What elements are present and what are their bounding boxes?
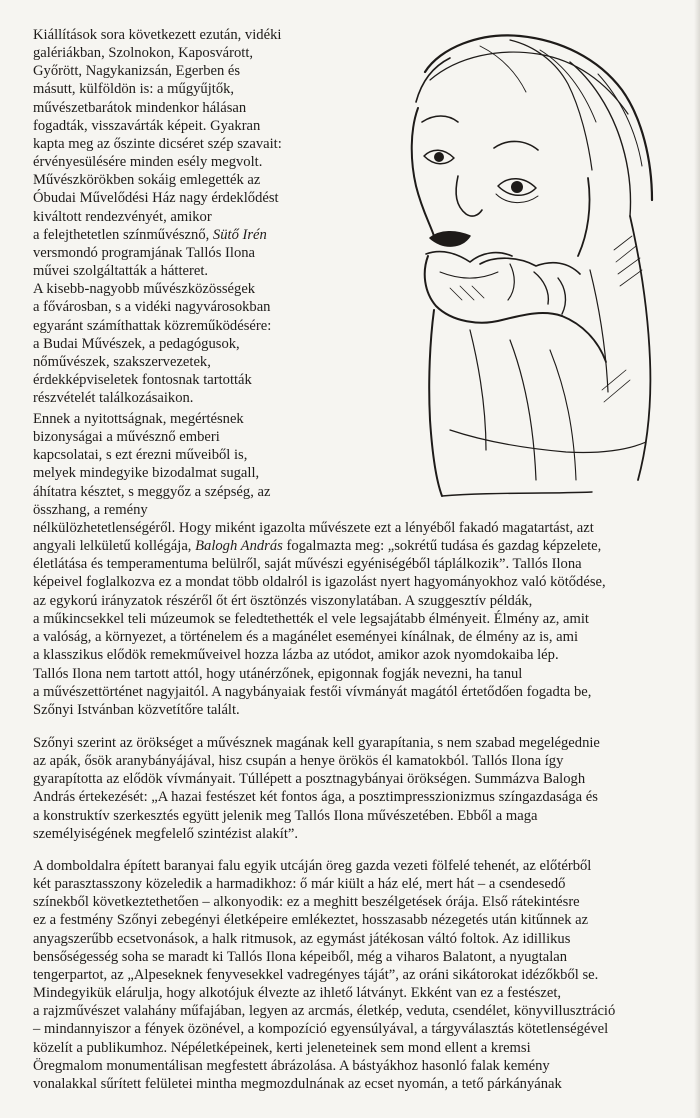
text-line: áhítatra késztet, s meggyőz a szépség, az bbox=[33, 483, 271, 500]
text-line: két parasztasszony közeledik a harmadikhoz: ő már kiült a ház elé, mert hát – a csendesedő bbox=[33, 876, 566, 893]
paragraph-1 bbox=[33, 26, 298, 407]
text-line: Kiállítások sora következett ezután, vidéki bbox=[33, 27, 282, 43]
text-line: művészetbarátok mindenkor hálásan bbox=[33, 99, 247, 116]
text-line: bizonyságai a művésznő emberi bbox=[33, 429, 220, 446]
text-line: Óbudai Művelődési Ház nagy érdeklődést bbox=[33, 190, 279, 207]
text-line: versmondó programjának Tallós Ilona bbox=[33, 244, 256, 261]
text-line: érdekképviseletek fontosnak tartották bbox=[33, 371, 252, 388]
text-line: egyaránt számíthattak közreműködésére: bbox=[33, 317, 272, 334]
text-line: Mindegyikük elárulja, hogy alkotójuk élvezte az ihlető látványt. Ekként van ez a festészet, bbox=[33, 985, 562, 1002]
text-line: összhang, a remény bbox=[33, 501, 148, 518]
text-line: személyiségének megfelelő szintézist alakít”. bbox=[33, 825, 299, 842]
text-line: Szőnyi szerint az örökséget a művésznek magának kell gyarapítania, s nem szabad megelégednie bbox=[33, 735, 600, 751]
text-line: a műkincsekkel teli múzeumok se feledtethették el vele legsajátabb élményeit. Élmény az, amit bbox=[33, 610, 589, 627]
paragraph-3 bbox=[33, 665, 673, 719]
text-line: az apák, ősök aranybányájával, hisz csupán a henye örökös él kamatokból. Tallós Ilona így bbox=[33, 753, 564, 770]
text-line: Tallós Ilona nem tartott attól, hogy utánérzőnek, epigonnak fogják nevezni, ha tanul bbox=[33, 666, 523, 682]
text-line: András értekezését: „A hazai festészet két fontos ága, a posztimpresszionizmus színgazdasága és bbox=[33, 789, 598, 806]
paragraph-4 bbox=[33, 734, 673, 843]
text-line: közelít a publikumhoz. Népéletképeinek, kerti jeleneteinek sem mond ellent a kremsi bbox=[33, 1039, 531, 1056]
text-segment: fogalmazta meg: „sokrétű tudása és gazdag képzelete, bbox=[282, 538, 602, 555]
text-line: a konstruktív szerkesztés együtt jelenik meg Tallós Ilona művészetében. Ebből a maga bbox=[33, 807, 538, 824]
text-line: kiváltott rendezvényét, amikor bbox=[33, 208, 212, 225]
text-line: színekből következtethetően – alkonyodik: ez a meghitt beszélgetések órája. Első rátekintésre bbox=[33, 894, 580, 911]
text-line: másutt, külföldön is: a műgyűjtők, bbox=[33, 81, 235, 98]
text-line: nélkülözhetetlenségéről. Hogy miként igazolta művészete ezt a lényéből fakadó magatartást, azt bbox=[33, 519, 594, 536]
text-line: a fővárosban, s a vidéki nagyvárosokban bbox=[33, 299, 271, 316]
text-line: a művészettörténet nagyjaitól. A nagybányaiak festői vívmányát magától értetődően fogadta be, bbox=[33, 684, 592, 701]
text-line bbox=[33, 537, 673, 555]
text-line: Szőnyi Istvánban közvetítőre talált. bbox=[33, 702, 240, 719]
text-line: képeivel foglalkozva ez a mondat több oldalról is igazolást nyert hagyományokhoz való kötődése, bbox=[33, 574, 606, 591]
text-line: – mindannyiszor a fények özönével, a kompozíció egyensúlyával, a tárgyválasztás kötetlenségével bbox=[33, 1021, 609, 1038]
text-line: művei szolgáltatták a hátteret. bbox=[33, 263, 209, 280]
text-line: részvételét találkozásaikon. bbox=[33, 390, 194, 407]
text-line: életlátása és temperamentuma belülről, saját művészi egyéniségéből táplálkozik”. Tallós Ilona bbox=[33, 556, 582, 573]
paragraph-5 bbox=[33, 857, 673, 1093]
name-sutoiren: Sütő Irén bbox=[212, 226, 267, 243]
text-line: ez a festmény Szőnyi zebegényi életképeire emlékeztet, hosszasabb nézegetés után kitűnnek az bbox=[33, 912, 589, 929]
text-line: vonalakkal sűrített felületei mintha megmozdulnának az ecset nyomán, a tető párkányának bbox=[33, 1075, 562, 1092]
text-line: nőművészek, szakszervezetek, bbox=[33, 353, 211, 370]
text-line: az egykorú irányzatok részéről őt ért ösztönzés viszonylatában. A szuggesztív példák, bbox=[33, 592, 533, 609]
text-line: fogadták, visszavárták képeit. Gyakran bbox=[33, 117, 261, 134]
name-balogh-andras: Balogh András bbox=[195, 538, 283, 555]
text-line: a klasszikus elődök remekműveivel hozza lázba az utódot, amikor azok nyomdokaiba lép. bbox=[33, 647, 559, 664]
text-line: Öregmalom monumentálisan megfestett ábrázolása. A bástyákhoz hasonló falak kemény bbox=[33, 1057, 550, 1074]
text-segment: a felejthetetlen színművésznő, bbox=[33, 226, 213, 243]
text-line: Győrött, Nagykanizsán, Egerben és bbox=[33, 63, 241, 80]
text-line: melyek mindegyike bizodalmat sugall, bbox=[33, 465, 260, 482]
paragraph-2 bbox=[33, 410, 673, 664]
text-segment: angyali lelkületű kollégája, bbox=[33, 538, 196, 555]
text-line bbox=[33, 226, 298, 244]
text-line: anyagszerűbb ecsetvonások, a halk ritmusok, az egymást játékosan váltó foltok. Az idillikus bbox=[33, 930, 571, 947]
text-line: kapcsolatai, s ezt érezni műveiből is, bbox=[33, 447, 248, 464]
text-line: érvényesülésére minden esély megvolt. bbox=[33, 154, 263, 171]
text-line: bensőségesség soha se maradt ki Tallós Ilona képeiből, még a viharos Balatont, a nyugtalan bbox=[33, 948, 568, 965]
text-line: A kisebb-nagyobb művészközösségek bbox=[33, 281, 256, 298]
text-line: A domboldalra épített baranyai falu egyik utcáján öreg gazda vezeti fölfelé tehenét, az előtérből bbox=[33, 858, 592, 874]
text-line: a Budai Művészek, a pedagógusok, bbox=[33, 335, 240, 352]
text-line: Ennek a nyitottságnak, megértésnek bbox=[33, 411, 244, 427]
page-edge-shadow bbox=[694, 0, 700, 1118]
text-line: a rajzművészet valahány műfajában, legyen az arcmás, életkép, veduta, csendélet, könyvillusztráció bbox=[33, 1003, 616, 1020]
text-line: kapta meg az őszinte dicséret szép szavait: bbox=[33, 135, 282, 152]
text-line: galériákban, Szolnokon, Kaposvárott, bbox=[33, 45, 254, 62]
text-line: Művészkörökben sokáig emlegették az bbox=[33, 172, 261, 189]
text-line: gyarapította az elődök vívmányait. Túllépett a posztnagybányai örökségen. Summázva Balogh bbox=[33, 771, 586, 788]
text-line: tengerpartot, az „Alpeseknek fenyvesekkel vadregényes táját”, az oráni sikátorokat idézőkből se. bbox=[33, 966, 599, 983]
text-line: a valóság, a környezet, a történelem és a magánélet eseményei kínálnak, de élmény az is, ami bbox=[33, 628, 579, 645]
